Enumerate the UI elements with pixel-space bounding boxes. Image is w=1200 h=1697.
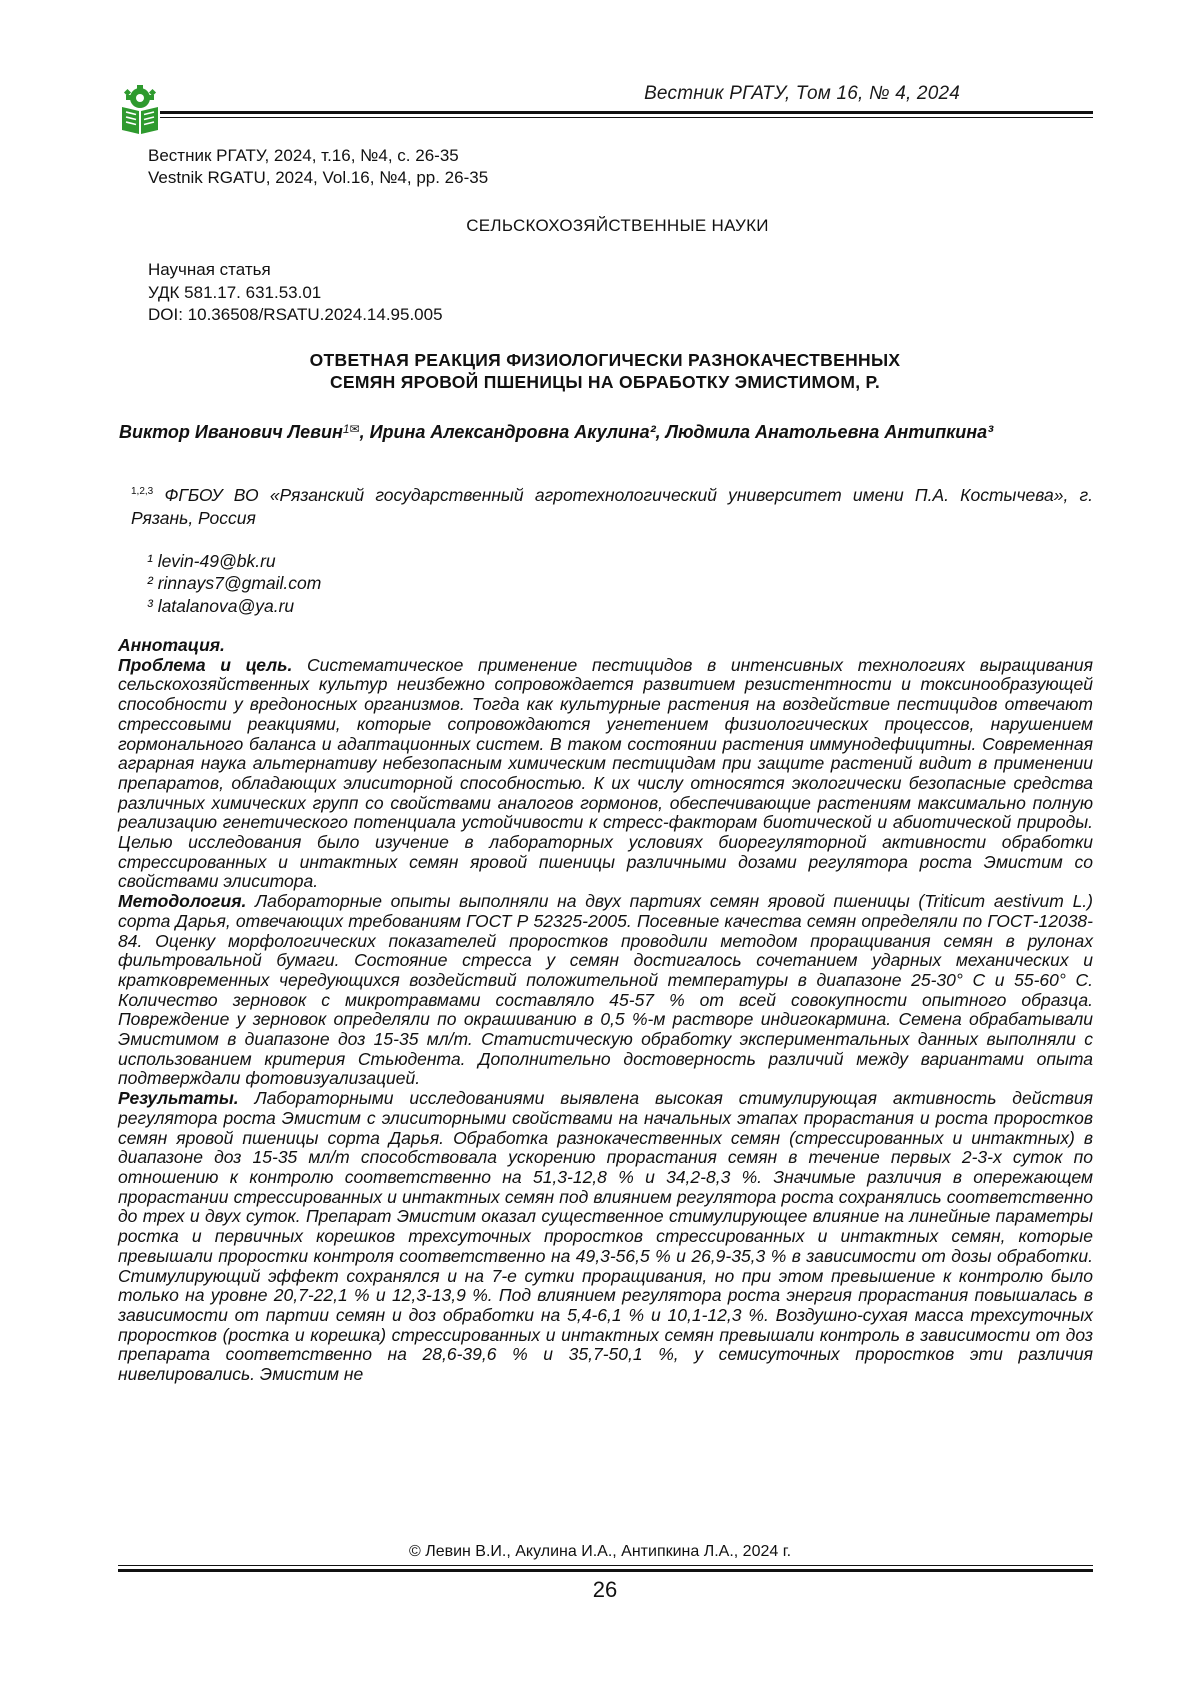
author-1: Виктор Иванович Левин: [119, 422, 343, 442]
abstract: [118, 636, 1093, 1385]
authors: [119, 418, 1079, 444]
footer-rule-thick: [118, 1569, 1093, 1572]
problem-text: Систематическое применение пестицидов в интенсивных технологиях выращивания сельскохозяйственных культур неизбежно сопровождается развитием резистентности и токсинообразующей способности у вредоносных организмов. Тогда как культурные растения на воздействие пестицидов отвечают стрессовыми реакциями, которые сопровождаются угнетением физиологических процессов, нарушением гормонального баланса и адаптационных систем. В таком состоянии растения иммунодефицитны. Современная аграрная наука альтернативу небезопасным химическим пестицидам при защите растений видит в применении препаратов, обладающих элиситорной способностью. К их числу относятся экологически безопасные средства различных химических групп со свойствами аналогов гормонов, обеспечивающие растениям максимально полную реализацию генетического потенциала устойчивости к стресс-факторам биотической и абиотической природы. Целью исследования было изучение в лабораторных условиях биорегуляторной активности обработки стрессированных и интактных семян яровой пшеницы различными дозами регулятора роста Эмистим со свойствами элиситора.: [118, 654, 1093, 892]
citation-en: Vestnik RGATU, 2024, Vol.16, №4, pp. 26-35: [148, 168, 489, 187]
results-heading: Результаты.: [118, 1088, 239, 1109]
article-title-line-1: ОТВЕТНАЯ РЕАКЦИЯ ФИЗИОЛОГИЧЕСКИ РАЗНОКАЧЕСТВЕННЫХ: [309, 350, 901, 370]
udc: УДК 581.17. 631.53.01: [148, 283, 322, 302]
problem-heading: Проблема и цель.: [118, 654, 293, 675]
abstract-heading: Аннотация.: [118, 635, 225, 655]
citation-ru: Вестник РГАТУ, 2024, т.16, №4, с. 26-35: [148, 146, 459, 165]
article-type: Научная статья: [148, 260, 271, 279]
header-rule-thick: [160, 111, 1093, 114]
methodology-heading: Методология.: [118, 891, 247, 912]
envelope-icon[interactable]: ✉: [349, 422, 360, 436]
journal-running-title: Вестник РГАТУ, Том 16, № 4, 2024: [644, 83, 960, 104]
header-rule-thin: [160, 117, 1093, 118]
author-1-sup: 1: [342, 422, 350, 436]
email-2[interactable]: ² rinnays7@gmail.com: [147, 573, 322, 593]
page-number: 26: [592, 1577, 618, 1602]
doi: DOI: 10.36508/RSATU.2024.14.95.005: [148, 305, 443, 324]
journal-logo-icon: [118, 85, 162, 135]
article-title-line-2: СЕМЯН ЯРОВОЙ ПШЕНИЦЫ НА ОБРАБОТКУ ЭМИСТИМОМ, Р.: [329, 372, 881, 392]
email-1[interactable]: ¹ levin-49@bk.ru: [147, 551, 276, 571]
affiliation-sup: 1,2,3: [131, 486, 154, 497]
email-3[interactable]: ³ latalanova@ya.ru: [147, 596, 295, 616]
methodology-text: Лабораторные опыты выполняли на двух партиях семян яровой пшеницы (Triticum aestivum L.) сорта Дарья, отвечающих требованиям ГОСТ Р 52325-2005. Посевные качества семян определяли по ГОСТ-12038-84. Оценку морфологических показателей проростков проводили методом проращивания семян в рулонах фильтровальной бумаги. Состояние стресса у семян достигалось сочетанием ударных механических и кратковременных чередующихся воздействий положительной температуры в диапазоне 25-30° С и 55-60° С. Количество зерновок с микротравмами составляло 45-57 % от всей совокупности опытного образца. Повреждение у зерновок определяли по окрашиванию в 0,5 %-м растворе индигокармина. Семена обрабатывали Эмистимом в диапазоне доз 15-35 мл/т. Статистическую обработку экспериментальных данных выполняли с использованием критерия Стьюдента. Дополнительно достоверность различий между вариантами опыта подтверждали фотовизуализацией.: [118, 891, 1093, 1089]
section-heading: СЕЛЬСКОХОЗЯЙСТВЕННЫЕ НАУКИ: [466, 216, 769, 235]
results-text: Лабораторными исследованиями выявлена высокая стимулирующая активность действия регулятора роста Эмистим с элиситорными свойствами на начальных этапах прорастания и роста проростков семян яровой пшеницы сорта Дарья. Обработка разнокачественных семян (стрессированных и интактных) в диапазоне доз 15-35 мл/т способствовала ускорению прорастания семян в течение первых 2-3-х суток по отношению к контролю соответственно на 51,3-12,8 % и 34,2-8,3 %. Значимые различия в опережающем прорастании стрессированных и интактных семян под влиянием регулятора роста сохранялись соответственно до трех и двух суток. Препарат Эмистим оказал существенное стимулирующее влияние на линейные параметры ростка и первичных корешков трехсуточных проростков стрессированных и интактных семян, которые превышали проростки контроля соответственно на 49,3-56,5 % и 26,9-35,3 % в зависимости от дозы обработки. Стимулирующий эффект сохранялся и на 7-е сутки проращивания, но при этом превышение к контролю было только на уровне 20,7-22,1 % и 12,3-13,9 %. Под влиянием регулятора роста энергия прорастания повышалась в зависимости от партии семян и доз обработки на 5,4-6,1 % и 10,1-12,3 %. Воздушно-сухая масса трехсуточных проростков (ростка и корешка) стрессированных и интактных семян превышали контроль в зависимости от доз препарата соответственно на 28,6-39,6 % и 35,7-50,1 %, у семисуточных проростков эти различия нивелировались. Эмистим не: [118, 1088, 1093, 1385]
authors-rest: , Ирина Александровна Акулина², Людмила Анатольевна Антипкина³: [359, 422, 994, 442]
affiliation: [131, 480, 1093, 530]
copyright: © Левин В.И., Акулина И.А., Антипкина Л.А., 2024 г.: [408, 1543, 792, 1560]
affiliation-text: ФГБОУ ВО «Рязанский государственный агротехнологический университет имени П.А. Костычева», г. Рязань, Россия: [131, 484, 1093, 528]
footer-rule-thin: [118, 1565, 1093, 1566]
